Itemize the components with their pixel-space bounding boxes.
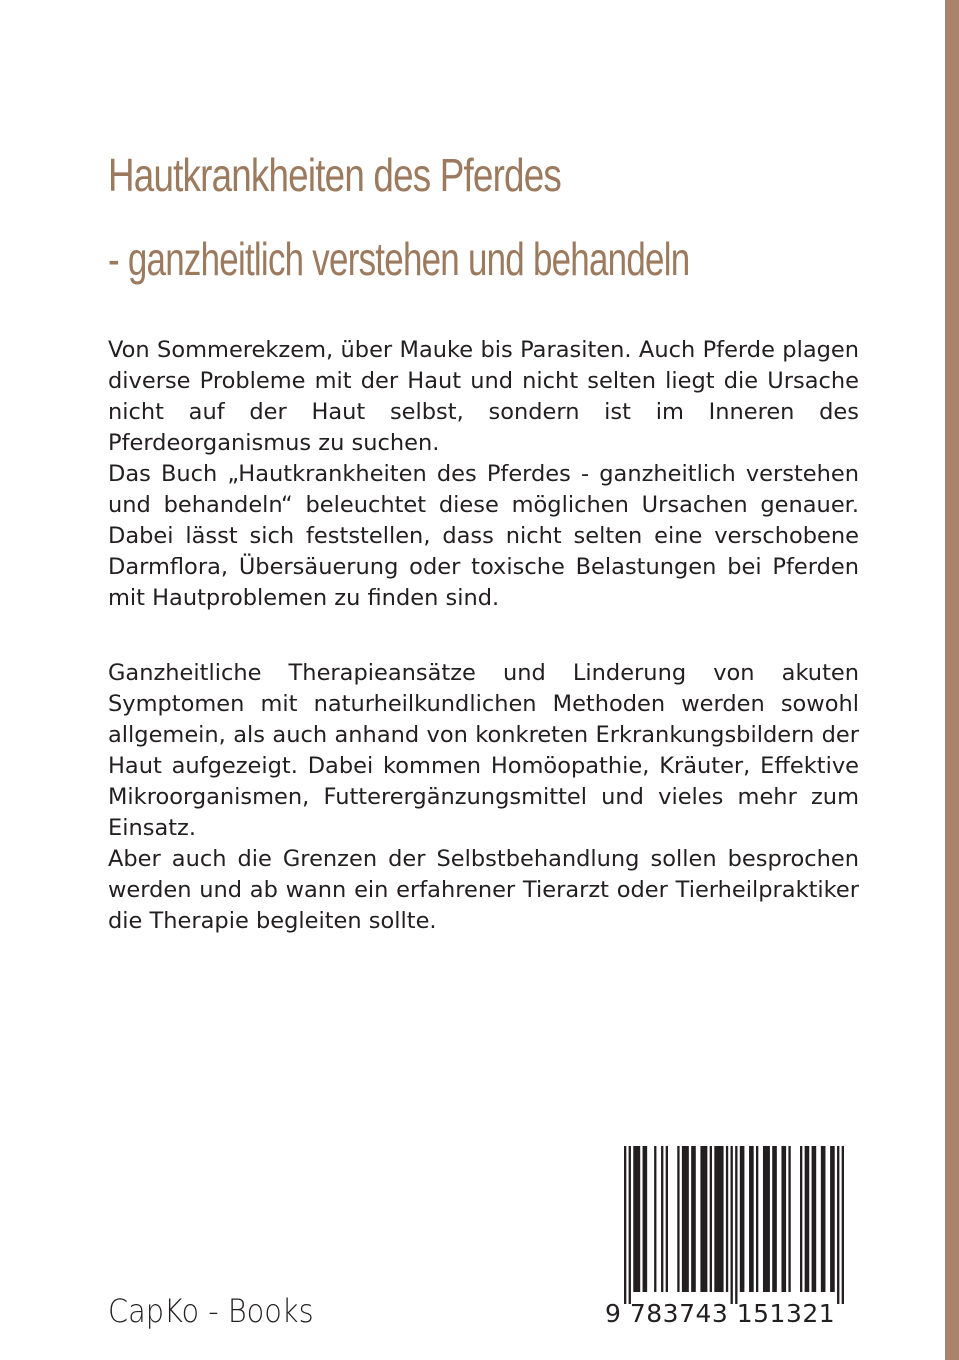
blurb-paragraph: Aber auch die Grenzen der Selbstbehandlung sollen besprochen werden und ab wann ein erfahrener Tierarzt oder Tierheilpraktiker die Therapie begleiten sollte. bbox=[108, 846, 859, 934]
barcode-bar bbox=[731, 1146, 733, 1304]
barcode-bar bbox=[691, 1146, 696, 1292]
barcode-bar bbox=[830, 1146, 835, 1292]
barcode-bar bbox=[788, 1146, 790, 1292]
barcode-bar bbox=[710, 1146, 712, 1292]
barcode-bar bbox=[749, 1146, 754, 1292]
isbn-digits: 9 783743 151321 bbox=[605, 1299, 836, 1328]
barcode-bar bbox=[714, 1146, 723, 1292]
barcode-bar bbox=[821, 1146, 826, 1292]
barcode-bar bbox=[666, 1146, 668, 1292]
barcode-bar bbox=[842, 1146, 844, 1304]
blurb-block-2 bbox=[108, 658, 859, 937]
barcode-bar bbox=[837, 1146, 839, 1304]
barcode-bar bbox=[682, 1146, 689, 1292]
barcode-bar bbox=[756, 1146, 758, 1292]
blurb-block-1 bbox=[108, 335, 859, 614]
barcode-bar bbox=[735, 1146, 737, 1304]
barcode-bar bbox=[726, 1146, 728, 1292]
barcode-bar bbox=[763, 1146, 770, 1292]
barcode-bar bbox=[633, 1146, 640, 1292]
blurb-paragraph: Von Sommerekzem, über Mauke bis Parasiten. Auch Pferde plagen diverse Probleme mit der Haut und nicht selten liegt die Ursache nicht auf der Haut selbst, sondern ist im Inneren des Pferdeorganismus zu suchen. bbox=[108, 337, 859, 456]
spine-edge-stripe bbox=[945, 0, 959, 1360]
barcode-bar bbox=[740, 1146, 745, 1292]
barcode-bar bbox=[800, 1146, 802, 1292]
barcode-bar bbox=[624, 1146, 626, 1304]
book-subtitle: - ganzheitlich verstehen und behandeln bbox=[108, 233, 690, 285]
barcode-bar bbox=[781, 1146, 786, 1292]
barcode-bar bbox=[629, 1146, 631, 1304]
barcode-bar bbox=[805, 1146, 810, 1292]
isbn-barcode bbox=[605, 1146, 845, 1330]
barcode-bar bbox=[812, 1146, 817, 1292]
barcode-bar bbox=[772, 1146, 777, 1292]
barcode-bar bbox=[661, 1146, 663, 1292]
barcode-bar bbox=[700, 1146, 707, 1292]
blurb-paragraph: Das Buch „Hautkrankheiten des Pferdes - ganzheitlich verstehen und behandeln“ beleuchtet diese möglichen Ursachen genauer. Dabei lässt sich feststellen, dass nicht selten eine verschobene Darmflora, Übersäuerung oder toxische Belastungen bei Pferden mit Hautproblemen zu finden sind. bbox=[108, 461, 859, 611]
publisher-name: CapKo - Books bbox=[108, 1292, 314, 1330]
barcode-bar bbox=[677, 1146, 679, 1292]
blurb-paragraph: Ganzheitliche Therapieansätze und Linderung von akuten Symptomen mit naturheilkundlichen Methoden werden sowohl allgemein, als auch anhand von konkreten Erkrankungsbildern der Haut aufgezeigt. Dabei kommen Homöopathie, Kräuter, Effektive Mikroorganismen, Futterergänzungsmittel und vieles mehr zum Einsatz. bbox=[108, 660, 859, 841]
barcode-bar bbox=[654, 1146, 656, 1292]
barcode-bars bbox=[624, 1146, 844, 1304]
book-title: Hautkrankheiten des Pferdes bbox=[108, 149, 561, 201]
barcode-bar bbox=[643, 1146, 648, 1292]
